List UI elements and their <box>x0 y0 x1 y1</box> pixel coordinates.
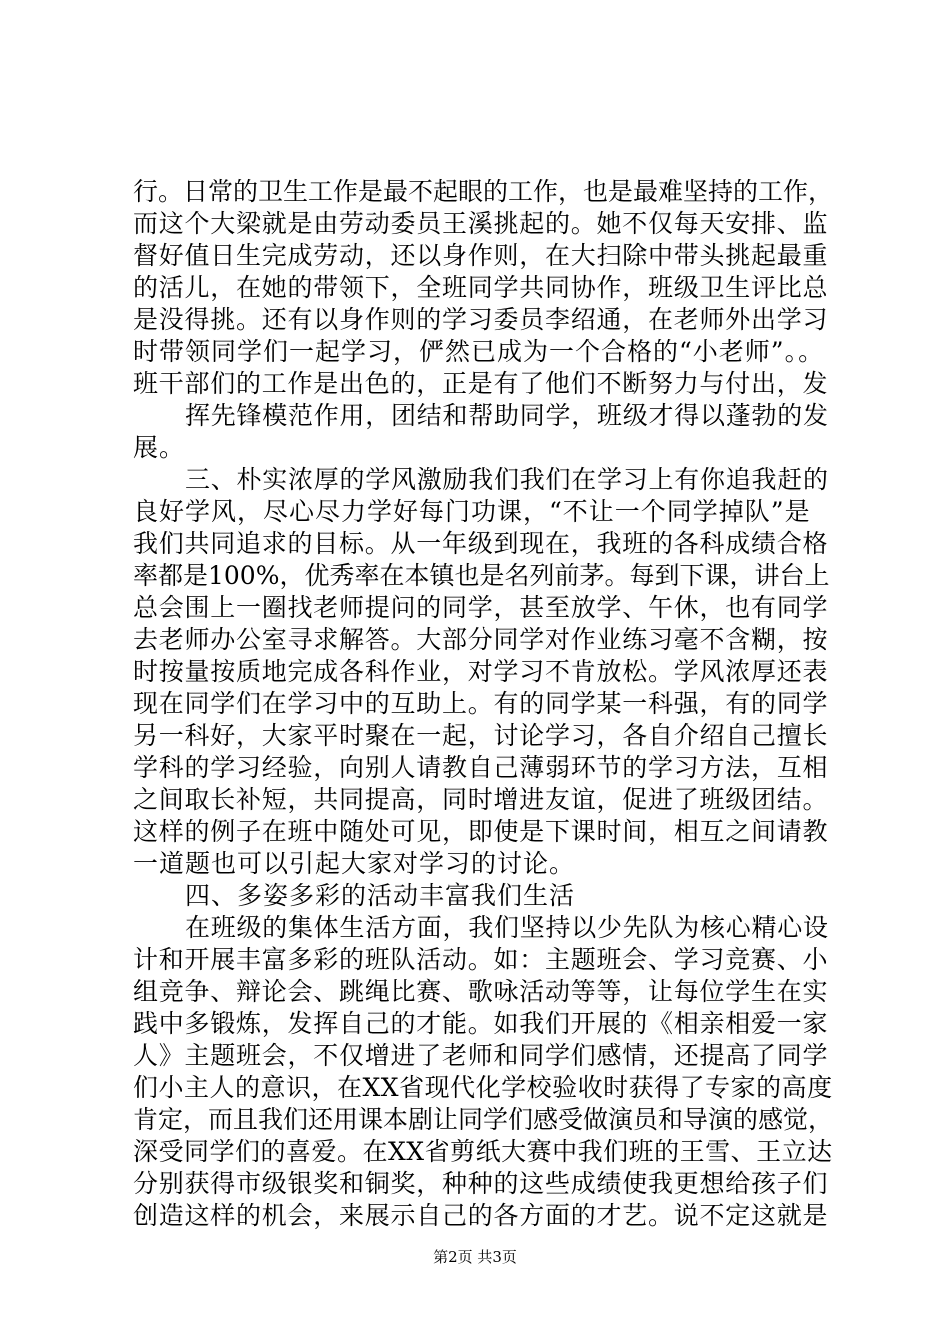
text-line: 班干部们的工作是出色的，正是有了他们不断努力与付出，发 <box>133 369 829 398</box>
activities-paragraph <box>133 912 833 1232</box>
text-line: 去老师办公室寻求解答。大部分同学对作业练习毫不含糊，按 <box>133 625 829 654</box>
text-line: 时带领同学们一起学习，俨然已成为一个合格的“小老师”。。 <box>133 337 825 366</box>
text-line: 在班级的集体生活方面，我们坚持以少先队为核心精心设 <box>185 913 829 942</box>
text-line: 的活儿，在她的带领下，全班同学共同协作，班级卫生评比总 <box>133 273 829 302</box>
vanguard-paragraph <box>133 400 833 464</box>
text-line: 学科的学习经验，向别人请教自己薄弱环节的学习方法，互相 <box>133 753 829 782</box>
continued-paragraph <box>133 176 833 400</box>
text-line: 三、朴实浓厚的学风激励我们我们在学习上有你追我赶的 <box>185 465 829 494</box>
text-line: 良好学风，尽心尽力学好每门功课，“不让一个同学掉队”是 <box>133 497 811 526</box>
text-line: 行。日常的卫生工作是最不起眼的工作，也是最难坚持的工作， <box>133 177 834 206</box>
text-line: 现在同学们在学习中的互助上。有的同学某一科强，有的同学 <box>133 689 829 718</box>
text-line: 是没得挑。还有以身作则的学习委员李绍通，在老师外出学习 <box>133 305 829 334</box>
text-line: 我们共同追求的目标。从一年级到现在，我班的各科成绩合格 <box>133 529 829 558</box>
text-line: 时按量按质地完成各科作业，对学习不肯放松。学风浓厚还表 <box>133 657 829 686</box>
text-line: 肯定，而且我们还用课本剧让同学们感受做演员和导演的感觉， <box>133 1105 834 1134</box>
text-line: 深受同学们的喜爱。在XX省剪纸大赛中我们班的王雪、王立达 <box>133 1137 833 1166</box>
document-body <box>133 176 833 1232</box>
text-line: 督好值日生完成劳动，还以身作则，在大扫除中带头挑起最重 <box>133 241 829 270</box>
text-line: 们小主人的意识，在XX省现代化学校验收时获得了专家的高度 <box>133 1073 833 1102</box>
text-line: 之间取长补短，共同提高，同时增进友谊，促进了班级团结。 <box>133 785 829 814</box>
text-line: 一道题也可以引起大家对学习的讨论。 <box>133 849 576 878</box>
text-line: 而这个大梁就是由劳动委员王溪挑起的。她不仅每天安排、监 <box>133 209 829 238</box>
study-style-paragraph <box>133 464 833 880</box>
text-line: 创造这样的机会，来展示自己的各方面的才艺。说不定这就是 <box>133 1201 829 1230</box>
text-line: 总会围上一圈找老师提问的同学，甚至放学、午休，也有同学 <box>133 593 829 622</box>
text-line: 人》主题班会，不仅增进了老师和同学们感情，还提高了同学 <box>133 1041 829 1070</box>
text-line: 践中多锻炼，发挥自己的才能。如我们开展的《相亲相爱一家 <box>133 1009 829 1038</box>
text-line: 计和开展丰富多彩的班队活动。如：主题班会、学习竞赛、小 <box>133 945 829 974</box>
text-line: 率都是100%，优秀率在本镇也是名列前茅。每到下课，讲台上 <box>133 561 830 590</box>
section-heading: 四、多姿多彩的活动丰富我们生活 <box>185 881 576 910</box>
text-line: 展。 <box>133 433 186 462</box>
text-line: 组竞争、辩论会、跳绳比赛、歌咏活动等等，让每位学生在实 <box>133 977 829 1006</box>
text-line: 挥先锋模范作用，团结和帮助同学，班级才得以蓬勃的发 <box>185 401 829 430</box>
page-footer: 第2页 共3页 <box>433 1248 517 1266</box>
text-line: 另一科好，大家平时聚在一起，讨论学习，各自介绍自己擅长 <box>133 721 829 750</box>
section-four-heading <box>133 880 833 912</box>
text-line: 这样的例子在班中随处可见，即使是下课时间，相互之间请教 <box>133 817 829 846</box>
text-line: 分别获得市级银奖和铜奖，种种的这些成绩使我更想给孩子们 <box>133 1169 829 1198</box>
